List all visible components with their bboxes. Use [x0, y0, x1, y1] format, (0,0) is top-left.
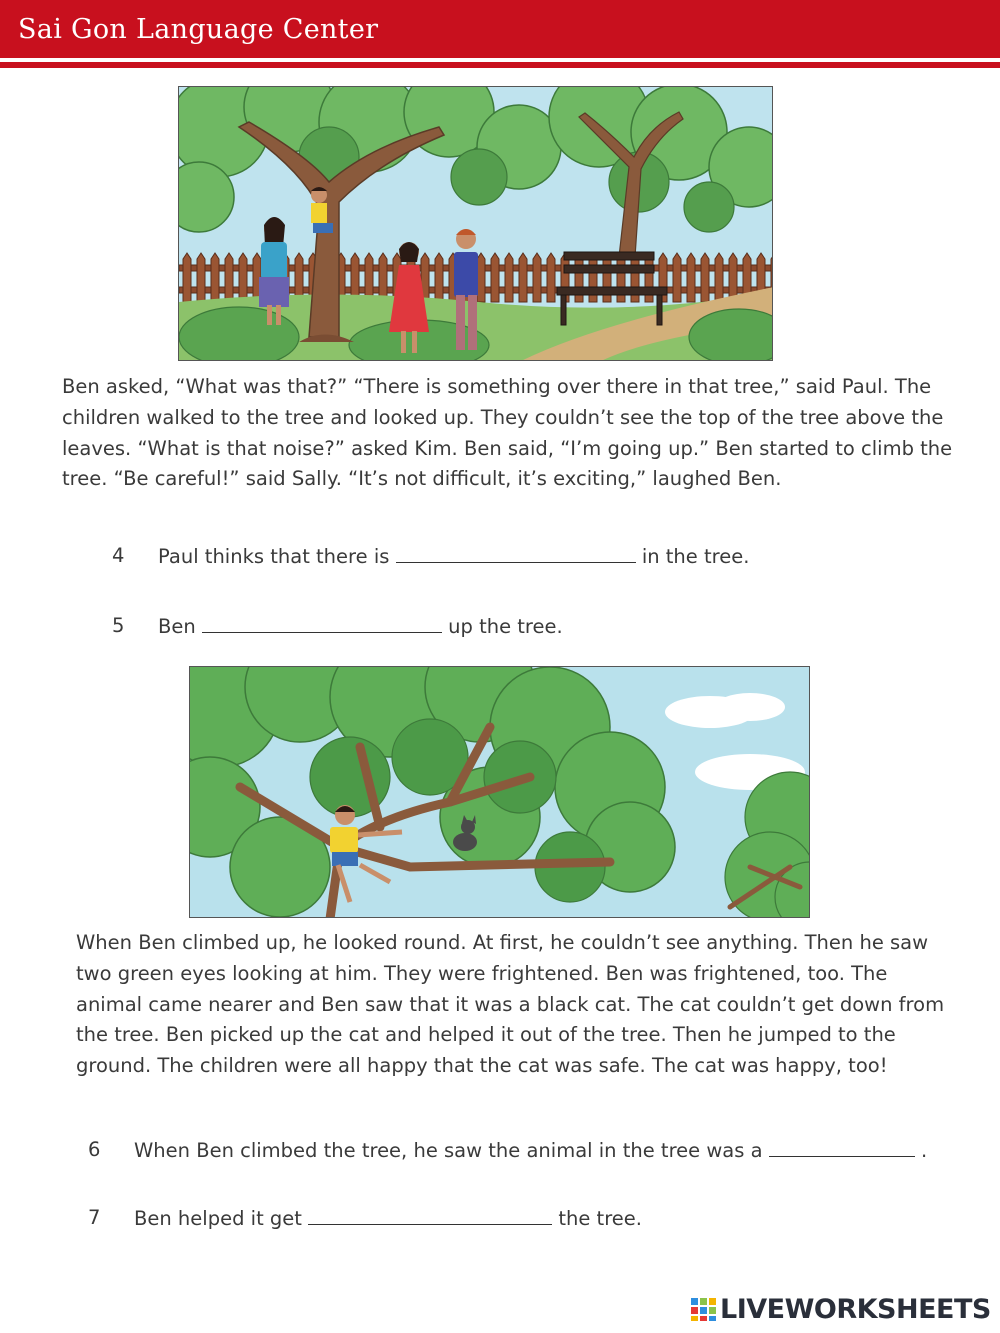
question-number: 4	[112, 544, 125, 567]
question-text-end: .	[920, 1139, 928, 1162]
header-bar	[0, 0, 1000, 58]
liveworksheets-brand[interactable]	[690, 1292, 991, 1326]
question-number: 6	[88, 1138, 101, 1161]
answer-blank[interactable]	[308, 1206, 552, 1225]
question-text: Ben	[158, 615, 196, 638]
question-text-end: up the tree.	[448, 615, 563, 638]
question-text: Paul thinks that there is	[158, 545, 390, 568]
answer-blank[interactable]	[202, 614, 442, 633]
answer-blank[interactable]	[396, 544, 636, 563]
header-title: Sai Gon Language Center	[18, 14, 379, 45]
brand-text: LIVEWORKSHEETS	[720, 1293, 991, 1325]
passage-one: Ben asked, “What was that?” “There is something over there in that tree,” said Paul. The children walked to the tree and looked up. They couldn’t see the top of the tree above the leaves. “What is that noise?” asked Kim. Ben said, “I’m going up.” Ben started to climb the tree. “Be careful!” said Sally. “It’s not difficult, it’s exciting,” laughed Ben.	[62, 375, 953, 491]
question-text-end: the tree.	[558, 1207, 642, 1230]
question-text-end: in the tree.	[641, 545, 750, 568]
question-number: 7	[88, 1206, 101, 1229]
passage-two: When Ben climbed up, he looked round. At first, he couldn’t see anything. Then he saw two green eyes looking at him. They were frightened. Ben was frightened, too. The animal came nearer and Ben saw that it was a black cat. The cat couldn’t get down from the tree. Ben picked up the cat and helped it out of the tree. Then he jumped to the ground. The children were all happy that the cat was safe. The cat was happy, too!	[76, 931, 945, 1078]
liveworksheets-logo-icon	[690, 1295, 718, 1323]
header-rule	[0, 62, 1000, 68]
tree-cat-illustration	[189, 666, 810, 918]
question-text: When Ben climbed the tree, he saw the animal in the tree was a	[134, 1139, 763, 1162]
answer-blank[interactable]	[769, 1138, 915, 1157]
park-illustration	[178, 86, 773, 361]
question-number: 5	[112, 614, 125, 637]
question-text: Ben helped it get	[134, 1207, 302, 1230]
